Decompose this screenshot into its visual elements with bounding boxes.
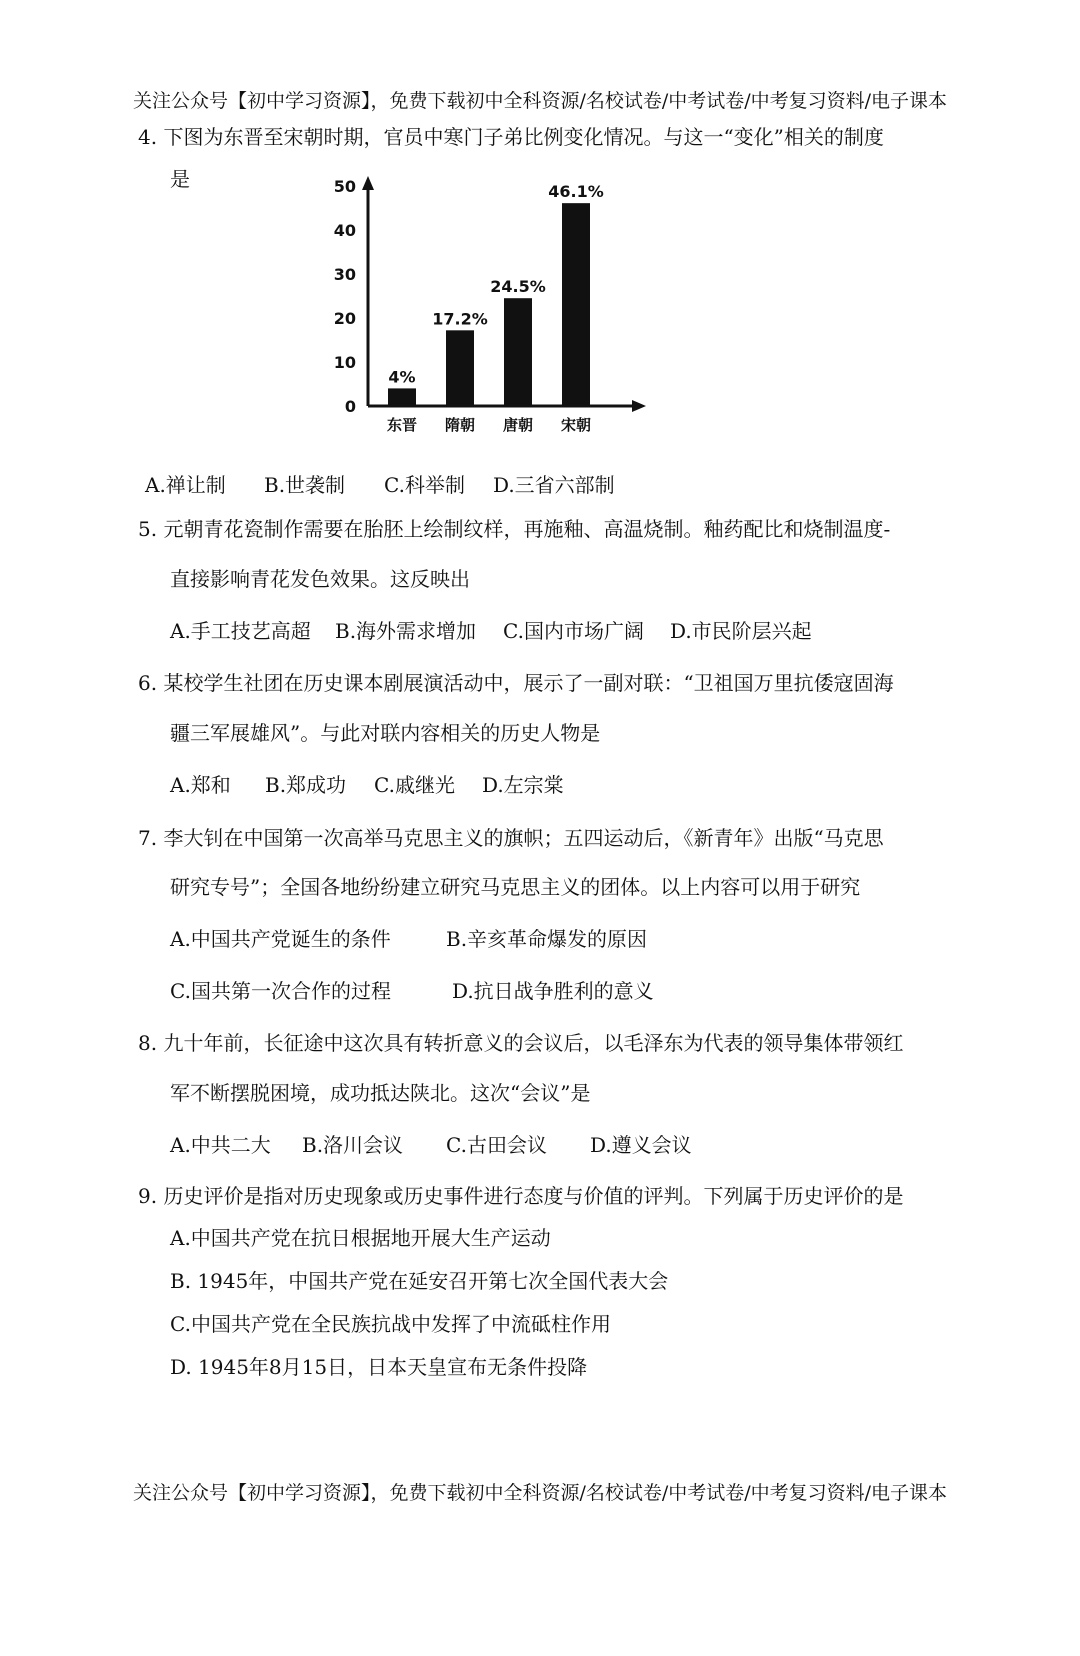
q5-stem-line2: 直接影响青花发色效果。这反映出: [170, 567, 470, 591]
q8-option-b[interactable]: B.洛川会议: [302, 1133, 404, 1157]
q5-stem-line1: 5. 元朝青花瓷制作需要在胎胚上绘制纹样，再施釉、高温烧制。釉药配比和烧制温度-: [138, 517, 891, 541]
q6-option-c[interactable]: C.戚继光: [374, 773, 455, 797]
q9-option-b[interactable]: B. 1945年，中国共产党在延安召开第七次全国代表大会: [170, 1269, 669, 1293]
q4-option-c[interactable]: C.科举制: [384, 473, 465, 497]
data-label: 46.1%: [548, 182, 604, 202]
y-tick-label: 20: [333, 309, 356, 328]
x-tick-label: 唐朝: [502, 416, 534, 434]
q7-stem-line1: 7. 李大钊在中国第一次高举马克思主义的旗帜；五四运动后，《新青年》出版“马克思: [138, 826, 884, 850]
y-tick-label: 40: [333, 221, 356, 240]
q7-stem-line2: 研究专号”；全国各地纷纷建立研究马克思主义的团体。以上内容可以用于研究: [170, 875, 861, 899]
q4-stem-line1: 4. 下图为东晋至宋朝时期，官员中寒门子弟比例变化情况。与这一“变化”相关的制度: [138, 125, 884, 149]
q7-option-c[interactable]: C.国共第一次合作的过程: [170, 979, 391, 1003]
q5-option-d[interactable]: D.市民阶层兴起: [670, 619, 812, 643]
q5-option-a[interactable]: A.手工技艺高超: [170, 619, 311, 643]
top-banner: 关注公众号【初中学习资源】，免费下载初中全科资源/名校试卷/中考试卷/中考复习资料/电子课本: [132, 90, 948, 112]
q8-stem-line2: 军不断摆脱困境，成功抵达陕北。这次“会议”是: [170, 1081, 591, 1105]
y-tick-label: 50: [333, 177, 356, 196]
q9-option-a[interactable]: A.中国共产党在抗日根据地开展大生产运动: [170, 1226, 551, 1250]
q5-option-c[interactable]: C.国内市场广阔: [503, 619, 644, 643]
q9-stem: 9. 历史评价是指对历史现象或历史事件进行态度与价值的评判。下列属于历史评价的是: [138, 1184, 904, 1208]
officials-bar-chart: [330, 168, 670, 458]
y-tick-label: 10: [333, 353, 356, 372]
q9-option-d[interactable]: D. 1945年8月15日，日本天皇宣布无条件投降: [170, 1355, 588, 1379]
q8-option-c[interactable]: C.古田会议: [446, 1133, 547, 1157]
q4-option-b[interactable]: B.世袭制: [264, 473, 346, 497]
bar: [446, 330, 474, 406]
bar: [504, 298, 532, 406]
x-tick-label: 隋朝: [444, 416, 476, 434]
q7-option-b[interactable]: B.辛亥革命爆发的原因: [446, 927, 648, 951]
q4-option-a[interactable]: A.禅让制: [145, 473, 226, 497]
data-label: 24.5%: [490, 277, 546, 297]
bottom-banner: 关注公众号【初中学习资源】，免费下载初中全科资源/名校试卷/中考试卷/中考复习资料/电子课本: [132, 1482, 948, 1504]
q5-option-b[interactable]: B.海外需求增加: [335, 619, 477, 643]
q6-option-d[interactable]: D.左宗棠: [482, 773, 564, 797]
q9-option-c[interactable]: C.中国共产党在全民族抗战中发挥了中流砥柱作用: [170, 1312, 611, 1336]
q8-stem-line1: 8. 九十年前，长征途中这次具有转折意义的会议后，以毛泽东为代表的领导集体带领红: [138, 1031, 904, 1055]
q6-stem-line1: 6. 某校学生社团在历史课本剧展演活动中，展示了一副对联：“卫祖国万里抗倭寇固海: [138, 671, 894, 695]
y-axis-arrow-icon: [362, 176, 374, 190]
q6-stem-line2: 疆三军展雄风”。与此对联内容相关的历史人物是: [170, 721, 601, 745]
q8-option-a[interactable]: A.中共二大: [170, 1133, 271, 1157]
q4-option-d[interactable]: D.三省六部制: [493, 473, 615, 497]
x-axis-arrow-icon: [632, 400, 646, 412]
q8-option-d[interactable]: D.遵义会议: [590, 1133, 692, 1157]
q7-option-d[interactable]: D.抗日战争胜利的意义: [452, 979, 654, 1003]
data-label: 4%: [388, 367, 416, 387]
x-tick-label: 东晋: [386, 416, 418, 434]
x-tick-label: 宋朝: [560, 416, 592, 434]
bar: [562, 203, 590, 406]
data-label: 17.2%: [432, 309, 488, 329]
bar: [388, 388, 416, 406]
q6-option-a[interactable]: A.郑和: [170, 773, 231, 797]
q7-option-a[interactable]: A.中国共产党诞生的条件: [170, 927, 391, 951]
y-tick-label: 30: [333, 265, 356, 284]
q6-option-b[interactable]: B.郑成功: [265, 773, 347, 797]
y-tick-label: 0: [344, 397, 356, 416]
q4-stem-line2: 是: [170, 167, 190, 191]
